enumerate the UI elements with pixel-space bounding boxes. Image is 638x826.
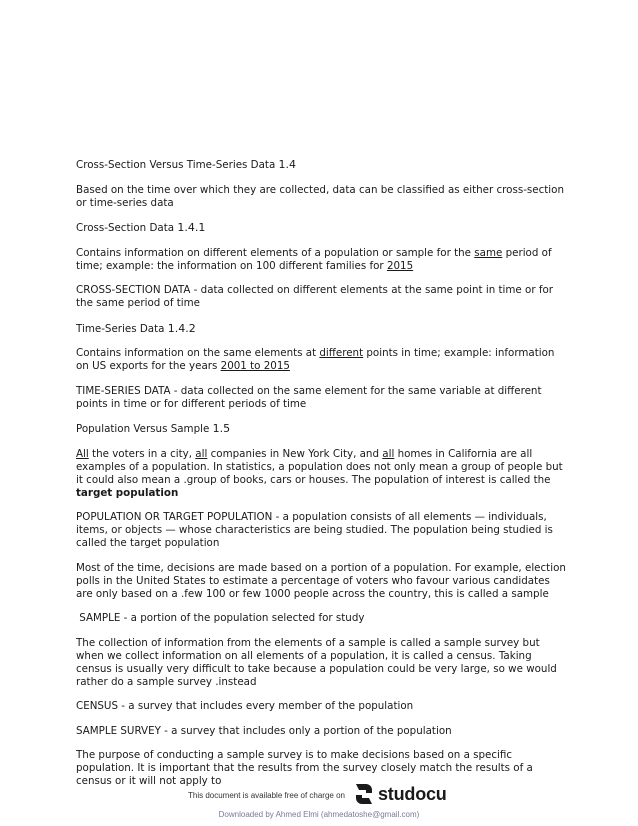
paragraph-time-series-info: Contains information on the same elements at different points in time; example: information on US exports for the years 2001 to 2015 (76, 347, 555, 372)
heading-cross-section-data: Cross-Section Data 1.4.1 (76, 221, 206, 234)
definition-population: POPULATION OR TARGET POPULATION - a population consists of all elements — individuals, items, or objects — whose characteristics are being studied. The population being studied is called the target population (76, 511, 553, 549)
paragraph-purpose-sample-survey: The purpose of conducting a sample survey is to make decisions based on a specific population. It is important that the results from the survey closely match the results of a census or it will not apply to (76, 749, 533, 787)
page-footer (0, 780, 638, 826)
definition-census: CENSUS - a survey that includes every member of the population (76, 700, 414, 712)
definition-cross-section-data: CROSS-SECTION DATA - data collected on different elements at the same point in time or for the same period of time (76, 284, 553, 309)
paragraph-sample-survey-census: The collection of information from the elements of a sample is called a sample survey but when we collect information on all elements of a population, it is called a census. Taking census is usually very difficult to take because a population could be very large, so we would rather do a sample survey .instead (76, 636, 557, 688)
availability-notice: This document is available free of charge on (188, 791, 345, 800)
definition-sample: SAMPLE - a portion of the population selected for study (76, 612, 365, 624)
downloaded-by-notice: Downloaded by Ahmed Elmi (ahmedatoshe@gmail.com) (218, 810, 420, 819)
studocu-logo-link[interactable] (353, 782, 447, 806)
paragraph-population-examples: All the voters in a city, all companies in New York City, and all homes in California are all examples of a population. In statistics, a population does not only mean a group of people but it could also mean a .group of books, cars or houses. The population of interest is called the target population (76, 447, 563, 499)
heading-cross-section-vs-time-series: Cross-Section Versus Time-Series Data 1.4 (76, 158, 297, 171)
document-body (76, 158, 566, 800)
heading-population-vs-sample: Population Versus Sample 1.5 (76, 422, 231, 435)
heading-time-series-data: Time-Series Data 1.4.2 (76, 321, 196, 335)
paragraph-cross-section-info: Contains information on different elements of a population or sample for the same period of time; example: the information on 100 different families for 2015 (76, 246, 552, 272)
definition-time-series-data: TIME-SERIES DATA - data collected on the same element for the same variable at different points in time or for different periods of time (76, 384, 542, 410)
studocu-brand-text: studocu (378, 783, 447, 804)
paragraph-sample-explanation: Most of the time, decisions are made based on a portion of a population. For example, election polls in the United States to estimate a percentage of voters who favour various candidates are only based on a .few 100 or few 1000 people across the country, this is called a sample (76, 561, 566, 600)
paragraph-classification: Based on the time over which they are collected, data can be classified as either cross-section or time-series data (76, 183, 564, 209)
studocu-logo-icon (353, 782, 375, 806)
definition-sample-survey: SAMPLE SURVEY - a survey that includes only a portion of the population (76, 724, 452, 737)
